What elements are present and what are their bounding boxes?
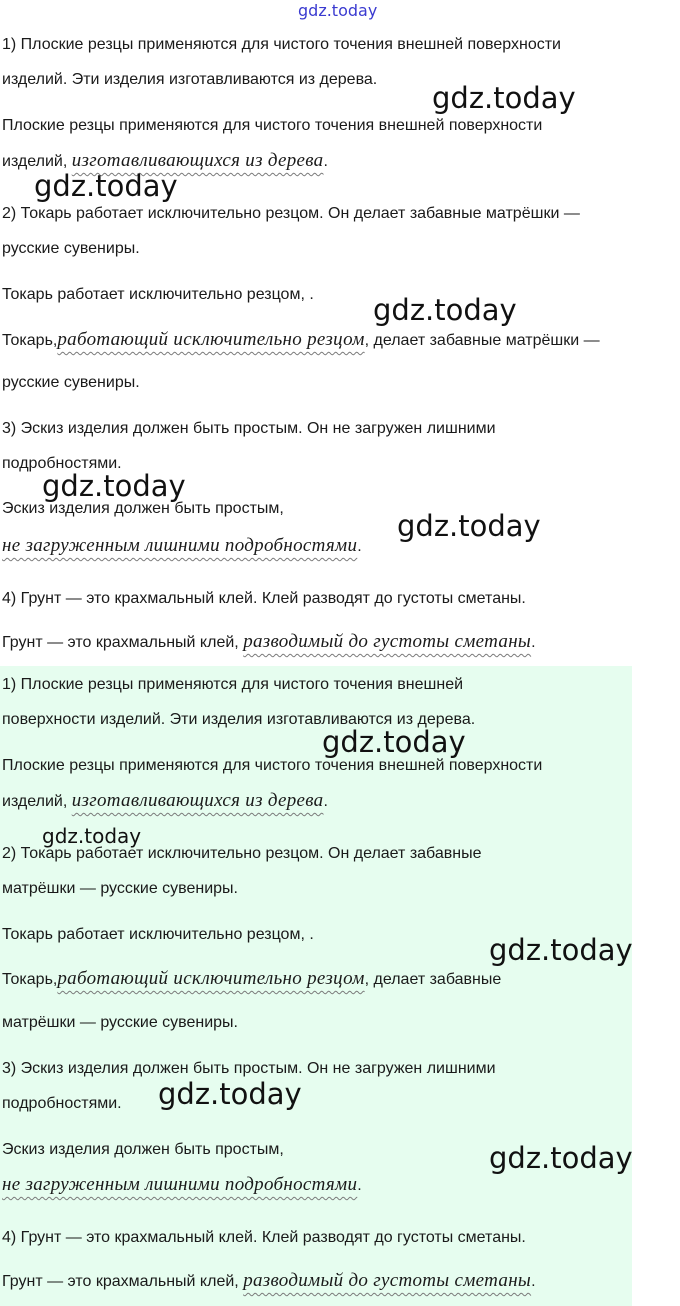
sentence-3-line-1: 3) Эскиз изделия должен быть простым. Он не загружен лишними bbox=[2, 420, 496, 437]
sentence-2-line-2: русские сувениры. bbox=[2, 240, 140, 257]
answer-text: Токарь, bbox=[2, 971, 58, 988]
watermark: gdz.today bbox=[432, 81, 576, 115]
watermark: gdz.today bbox=[373, 293, 517, 327]
answer-text: , делает забавные матрёшки — bbox=[364, 332, 600, 349]
answer-1-line-1: Плоские резцы применяются для чистого точения внешней поверхности bbox=[2, 757, 543, 774]
answer-3-line-1: Эскиз изделия должен быть простым, bbox=[2, 1141, 284, 1158]
participle-phrase: работающий исключительно резцом bbox=[57, 329, 365, 350]
watermark: gdz.today bbox=[489, 933, 633, 967]
sentence-2-line-1: 2) Токарь работает исключительно резцом. Он делает забавные bbox=[2, 845, 482, 862]
sentence-1-line-2: поверхности изделий. Эти изделия изготавливаются из дерева. bbox=[2, 711, 476, 728]
participle-phrase: не загруженным лишними подробностями bbox=[2, 535, 358, 556]
answer-punct: . bbox=[323, 793, 328, 810]
watermark: gdz.today bbox=[34, 169, 178, 203]
watermark: gdz.today bbox=[397, 509, 541, 543]
participle-phrase: изготавливающихся из дерева bbox=[71, 150, 324, 171]
watermark: gdz.today bbox=[42, 469, 186, 503]
watermark: gdz.today bbox=[489, 1141, 633, 1175]
sentence-4-line-1: 4) Грунт — это крахмальный клей. Клей разводят до густоты сметаны. bbox=[2, 590, 526, 607]
watermark: gdz.today bbox=[322, 725, 466, 759]
participle-phrase: изготавливающихся из дерева bbox=[71, 790, 324, 811]
participle-phrase: разводимый до густоты сметаны bbox=[243, 1270, 532, 1291]
answer-text: , делает забавные bbox=[364, 971, 502, 988]
sentence-3-line-2: подробностями. bbox=[2, 1095, 122, 1112]
answer-1-line-1: Плоские резцы применяются для чистого точения внешней поверхности bbox=[2, 117, 543, 134]
answer-text: изделий, bbox=[2, 153, 68, 170]
participle-phrase: не загруженным лишними подробностями bbox=[2, 1174, 358, 1195]
sentence-1-line-1: 1) Плоские резцы применяются для чистого точения внешней bbox=[2, 676, 464, 693]
answer-punct: . bbox=[357, 1177, 362, 1194]
watermark: gdz.today bbox=[42, 824, 142, 848]
answer-2-line-2 bbox=[2, 329, 600, 352]
sentence-1-line-2: изделий. Эти изделия изготавливаются из дерева. bbox=[2, 71, 378, 88]
answer-3-line-1: Эскиз изделия должен быть простым, bbox=[2, 500, 284, 517]
answer-3-line-2 bbox=[2, 535, 362, 558]
sentence-4-line-1: 4) Грунт — это крахмальный клей. Клей разводят до густоты сметаны. bbox=[2, 1229, 526, 1246]
answer-2-line-1: Токарь работает исключительно резцом, . bbox=[2, 286, 314, 303]
answer-text: Грунт — это крахмальный клей, bbox=[2, 1273, 239, 1290]
answer-punct: . bbox=[531, 1273, 536, 1290]
answer-punct: . bbox=[323, 153, 328, 170]
sentence-2-line-1: 2) Токарь работает исключительно резцом. Он делает забавные матрёшки — bbox=[2, 205, 580, 222]
answer-2-line-3: русские сувениры. bbox=[2, 374, 140, 391]
participle-phrase: работающий исключительно резцом bbox=[57, 968, 365, 989]
answer-text: Токарь, bbox=[2, 332, 58, 349]
answer-2-line-1: Токарь работает исключительно резцом, . bbox=[2, 926, 314, 943]
answer-punct: . bbox=[531, 634, 536, 651]
answer-punct: . bbox=[357, 538, 362, 555]
participle-phrase: разводимый до густоты сметаны bbox=[243, 631, 532, 652]
sentence-3-line-1: 3) Эскиз изделия должен быть простым. Он не загружен лишними bbox=[2, 1060, 496, 1077]
answer-4-line-1 bbox=[2, 1270, 536, 1293]
sentence-2-line-2: матрёшки — русские сувениры. bbox=[2, 880, 238, 897]
answer-2-line-2 bbox=[2, 968, 501, 991]
sentence-1-line-1: 1) Плоские резцы применяются для чистого точения внешней поверхности bbox=[2, 36, 561, 53]
watermark: gdz.today bbox=[158, 1077, 302, 1111]
site-header-logo[interactable]: gdz.today bbox=[298, 1, 378, 20]
answer-text: Грунт — это крахмальный клей, bbox=[2, 634, 239, 651]
answer-text: изделий, bbox=[2, 793, 68, 810]
answer-4-line-1 bbox=[2, 631, 536, 654]
sentence-3-line-2: подробностями. bbox=[2, 455, 122, 472]
answer-2-line-3: матрёшки — русские сувениры. bbox=[2, 1014, 238, 1031]
answer-3-line-2 bbox=[2, 1174, 362, 1197]
answer-1-line-2 bbox=[2, 790, 328, 813]
